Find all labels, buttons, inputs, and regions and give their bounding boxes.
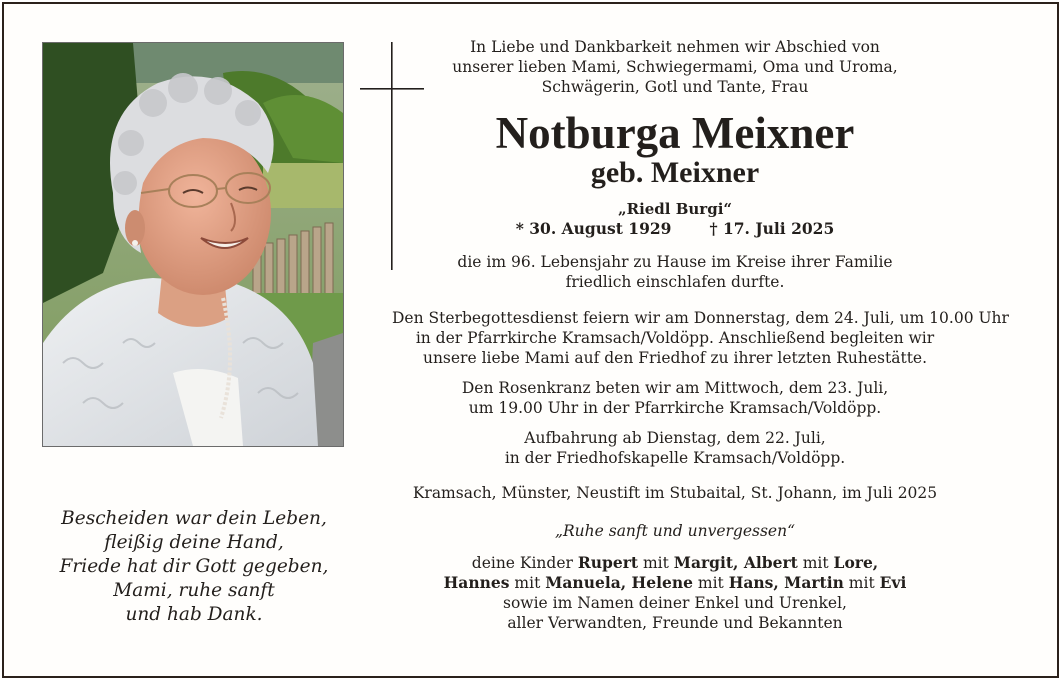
- life-dates: [392, 219, 958, 239]
- poem: [34, 507, 354, 627]
- mourners-line: aller Verwandten, Freunde und Bekannten: [507, 614, 843, 632]
- mourner-name: Margit, Albert: [673, 553, 798, 572]
- passing-text: [392, 252, 958, 292]
- passing-line: friedlich einschlafen durfte.: [565, 273, 785, 291]
- mourners-text: deine Kinder: [471, 554, 578, 572]
- mourners-line: sowie im Namen deiner Enkel und Urenkel,: [503, 594, 847, 612]
- nickname: „Riedl Burgi“: [617, 200, 733, 218]
- mourners-text: mit: [797, 554, 834, 572]
- intro-line: Schwägerin, Gotl und Tante, Frau: [541, 78, 809, 96]
- mourners-text: mit: [692, 574, 729, 592]
- poem-line: fleißig deine Hand,: [104, 532, 284, 553]
- mourners-text: mit: [509, 574, 546, 592]
- mourners-text: mit: [843, 574, 880, 592]
- portrait-photo: [42, 42, 344, 447]
- obituary-card: [2, 2, 1059, 678]
- passing-line: die im 96. Lebensjahr zu Hause im Kreise ihrer Familie: [457, 253, 893, 271]
- poem-line: und hab Dank.: [125, 604, 263, 625]
- mourner-name: Lore,: [833, 553, 879, 572]
- mourner-name: Rupert: [577, 553, 639, 572]
- obituary-text: [392, 37, 1009, 633]
- mourners: [392, 553, 958, 633]
- intro-text: [392, 37, 958, 97]
- place-date: Kramsach, Münster, Neustift im Stubaital, St. Johann, im Juli 2025: [412, 484, 938, 502]
- viewing-line: in der Friedhofskapelle Kramsach/Voldöpp.: [504, 449, 846, 467]
- mourners-line: [392, 573, 958, 593]
- intro-line: In Liebe und Dankbarkeit nehmen wir Abschied von: [470, 38, 880, 56]
- motto: „Ruhe sanft und unvergessen“: [554, 522, 796, 540]
- rosary-line: um 19.00 Uhr in der Pfarrkirche Kramsach/Voldöpp.: [468, 399, 882, 417]
- poem-line: Mami, ruhe sanft: [113, 580, 275, 601]
- funeral-text: [392, 308, 1009, 368]
- deceased-name: Notburga Meixner: [495, 108, 855, 158]
- funeral-line: unsere liebe Mami auf den Friedhof zu ihrer letzten Ruhestätte.: [422, 349, 928, 367]
- death-date: † 17. Juli 2025: [709, 219, 835, 238]
- mourners-text: mit: [638, 554, 674, 572]
- viewing-text: [392, 428, 958, 468]
- funeral-line: Den Sterbegottesdienst feiern wir am Donnerstag, dem 24. Juli, um 10.00 Uhr: [392, 309, 1009, 327]
- viewing-line: Aufbahrung ab Dienstag, dem 22. Juli,: [524, 429, 826, 447]
- birth-date: * 30. August 1929: [515, 219, 672, 238]
- poem-line: Friede hat dir Gott gegeben,: [59, 556, 329, 577]
- maiden-name: geb. Meixner: [590, 156, 760, 189]
- mourner-name: Hannes: [443, 573, 510, 592]
- rosary-line: Den Rosenkranz beten wir am Mittwoch, dem 23. Juli,: [461, 379, 889, 397]
- intro-line: unserer lieben Mami, Schwiegermami, Oma und Uroma,: [452, 58, 898, 76]
- poem-line: Bescheiden war dein Leben,: [61, 508, 327, 529]
- mourner-name: Hans, Martin: [728, 573, 844, 592]
- mourner-name: Evi: [879, 573, 907, 592]
- mourners-line: [392, 553, 958, 573]
- mourner-name: Manuela, Helene: [545, 573, 693, 592]
- rosary-text: [392, 378, 958, 418]
- funeral-line: in der Pfarrkirche Kramsach/Voldöpp. Anschließend begleiten wir: [415, 329, 935, 347]
